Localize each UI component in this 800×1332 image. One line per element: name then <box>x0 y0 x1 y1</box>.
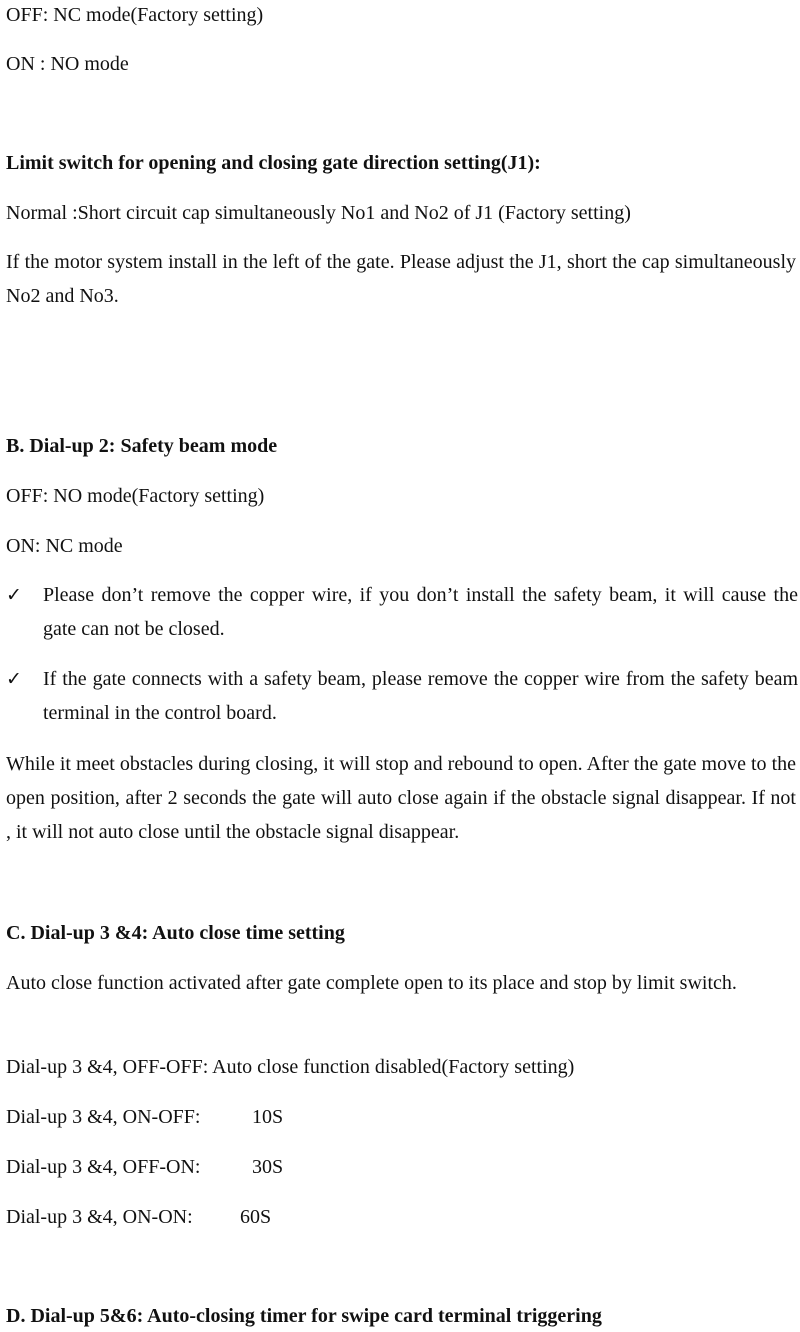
setting-label: Dial-up 3 &4, ON-ON: <box>6 1206 193 1228</box>
section-b-on: ON: NC mode <box>6 535 123 557</box>
section-b-paragraph: While it meet obstacles during closing, it will stop and rebound to open. After the gate move to the open position, after 2 seconds the gate will auto close again if the obstacle signal disappear. If not , it will not auto close until the obstacle signal disappear. <box>6 753 796 843</box>
setting-value: 30S <box>252 1156 284 1178</box>
section-b-bullet-2: If the gate connects with a safety beam, please remove the copper wire from the safety beam terminal in the control board. <box>43 668 798 724</box>
setting-value: 60S <box>240 1206 272 1228</box>
limit-switch-normal: Normal :Short circuit cap simultaneously No1 and No2 of J1 (Factory setting) <box>6 202 631 224</box>
limit-switch-left-install: If the motor system install in the left of the gate. Please adjust the J1, short the cap simultaneously No2 and No3. <box>6 251 796 307</box>
section-b-bullet-1: Please don’t remove the copper wire, if you don’t install the safety beam, it will cause the gate can not be closed. <box>43 584 798 640</box>
setting-label: Dial-up 3 &4, OFF-ON: <box>6 1156 201 1178</box>
relay-on-line: ON : NO mode <box>6 53 129 75</box>
relay-off-line: OFF: NC mode(Factory setting) <box>6 4 264 26</box>
section-b-heading: B. Dial-up 2: Safety beam mode <box>6 435 278 457</box>
setting-row <box>6 1205 272 1229</box>
setting-label: Dial-up 3 &4, ON-OFF: <box>6 1106 201 1128</box>
check-mark-icon: ✓ <box>6 668 22 690</box>
check-mark-icon: ✓ <box>6 584 22 606</box>
section-c-intro: Auto close function activated after gate complete open to its place and stop by limit switch. <box>6 972 737 994</box>
setting-value: 10S <box>252 1106 284 1128</box>
section-b-off: OFF: NO mode(Factory setting) <box>6 485 265 507</box>
setting-row <box>6 1105 284 1129</box>
setting-row <box>6 1155 284 1179</box>
section-c-heading: C. Dial-up 3 &4: Auto close time setting <box>6 922 345 944</box>
section-c-disabled: Dial-up 3 &4, OFF-OFF: Auto close function disabled(Factory setting) <box>6 1056 575 1078</box>
limit-switch-heading: Limit switch for opening and closing gate direction setting(J1): <box>6 152 541 174</box>
section-d-heading: D. Dial-up 5&6: Auto-closing timer for swipe card terminal triggering <box>6 1305 602 1327</box>
